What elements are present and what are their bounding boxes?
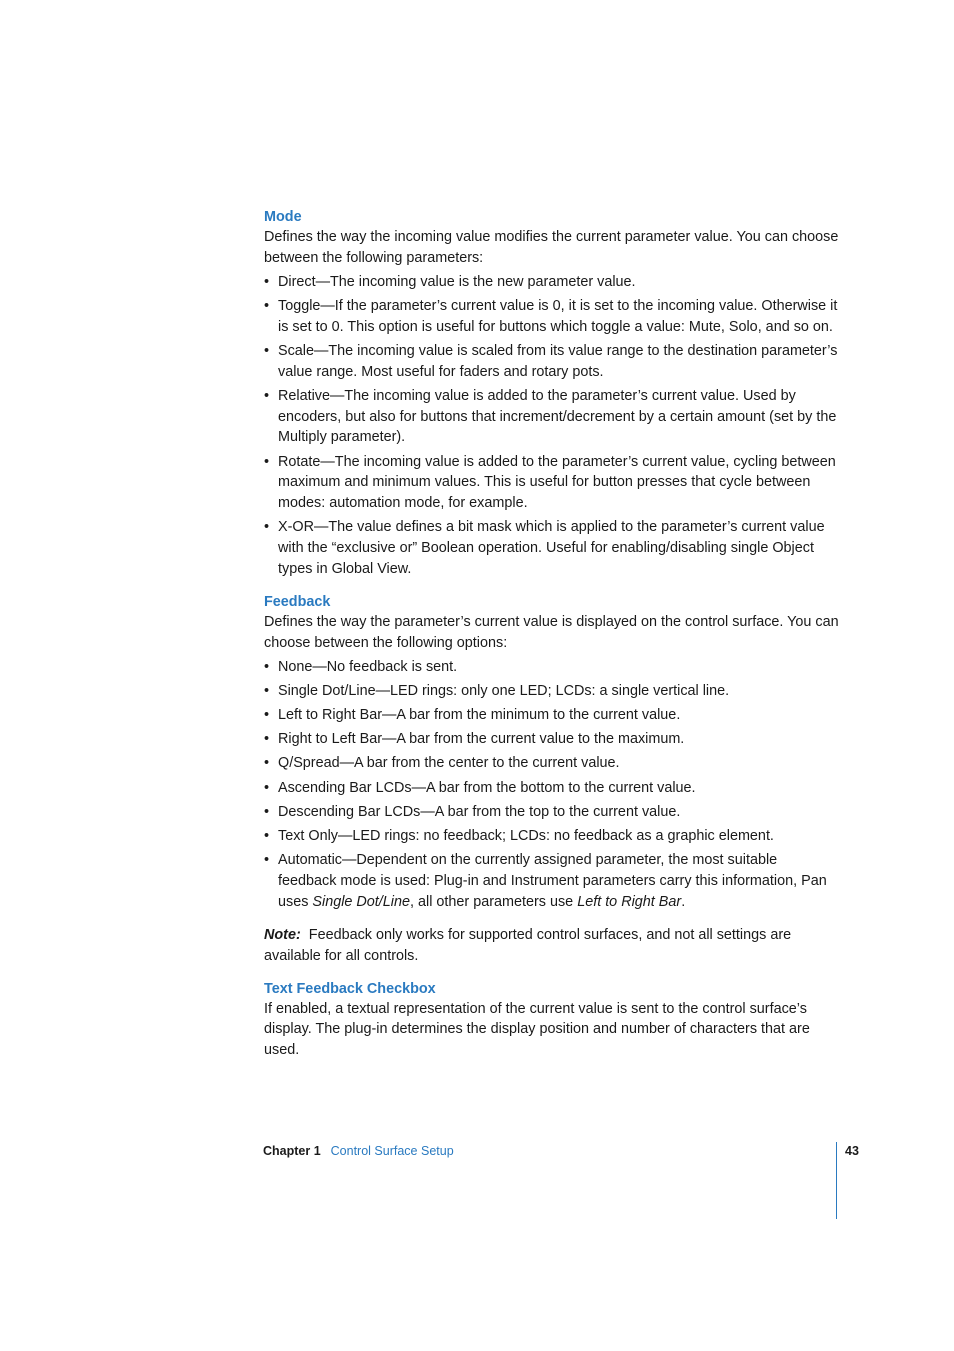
list-item: • Single Dot/Line—LED rings: only one LED; LCDs: a single vertical line.: [264, 681, 839, 702]
list-item: • Text Only—LED rings: no feedback; LCDs: no feedback as a graphic element.: [264, 826, 839, 847]
page-number: 43: [845, 1144, 859, 1158]
list-item: • Scale—The incoming value is scaled from its value range to the destination parameter’s value range. Most useful for faders and rotary pots.: [264, 341, 839, 383]
automatic-text: Automatic—Dependent on the currently assigned parameter, the most suitable feedback mode is used: Plug-in and Instrument parameters carry this information, Pan uses: [278, 852, 827, 910]
list-item: • Relative—The incoming value is added to the parameter’s current value. Used by encoders, but also for buttons that increment/decrement by a certain amount (set by the Multiply parameter).: [264, 386, 839, 448]
list-item: • Q/Spread—A bar from the center to the current value.: [264, 753, 839, 774]
page-footer: [263, 1141, 454, 1161]
list-item: • None—No feedback is sent.: [264, 657, 839, 678]
list-item: • Left to Right Bar—A bar from the minimum to the current value.: [264, 705, 839, 726]
text-feedback-body: If enabled, a textual representation of the current value is sent to the control surface’s display. The plug-in determines the display position and number of characters that are used.: [264, 1000, 810, 1059]
page-content: [264, 207, 839, 1061]
list-item: • Right to Left Bar—A bar from the current value to the maximum.: [264, 729, 839, 750]
list-item: • Direct—The incoming value is the new parameter value.: [264, 272, 839, 293]
footer-divider: [836, 1142, 837, 1219]
list-item: • Rotate—The incoming value is added to the parameter’s current value, cycling between maximum and minimum values. This is useful for button presses that cycle between modes: automation mode, for example.: [264, 452, 839, 514]
list-item: • X-OR—The value defines a bit mask which is applied to the parameter’s current value with the “exclusive or” Boolean operation. Useful for enabling/disabling single Object types in Global View.: [264, 517, 839, 579]
mode-intro: Defines the way the incoming value modifies the current parameter value. You can choose between the following parameters:: [264, 229, 839, 266]
chapter-label: Chapter 1: [263, 1144, 321, 1158]
mode-list: [264, 272, 839, 580]
list-item: • Ascending Bar LCDs—A bar from the bottom to the current value.: [264, 778, 839, 799]
list-item: • Descending Bar LCDs—A bar from the top to the current value.: [264, 802, 839, 823]
text-feedback-heading: Text Feedback Checkbox: [264, 980, 436, 997]
automatic-em-left-to-right: Left to Right Bar: [577, 893, 682, 910]
list-item: • Toggle—If the parameter’s current value is 0, it is set to the incoming value. Otherwise it is set to 0. This option is useful for buttons which toggle a value: Mute, Solo, and so on.: [264, 296, 839, 338]
chapter-title: Control Surface Setup: [330, 1144, 454, 1158]
automatic-text-middle: , all other parameters use: [410, 893, 578, 910]
feedback-intro: Defines the way the parameter’s current value is displayed on the control surface. You can choose between the following options:: [264, 614, 839, 651]
automatic-em-single-dot: Single Dot/Line: [312, 893, 411, 910]
automatic-text-end: .: [681, 893, 686, 910]
feedback-note: [264, 925, 839, 967]
mode-heading: Mode: [264, 209, 302, 225]
list-item-automatic: [264, 850, 839, 912]
note-text: Feedback only works for supported control surfaces, and not all settings are available for all controls.: [264, 926, 796, 964]
feedback-list: [264, 657, 839, 913]
note-label: Note:: [264, 926, 301, 943]
feedback-heading: Feedback: [264, 594, 331, 611]
